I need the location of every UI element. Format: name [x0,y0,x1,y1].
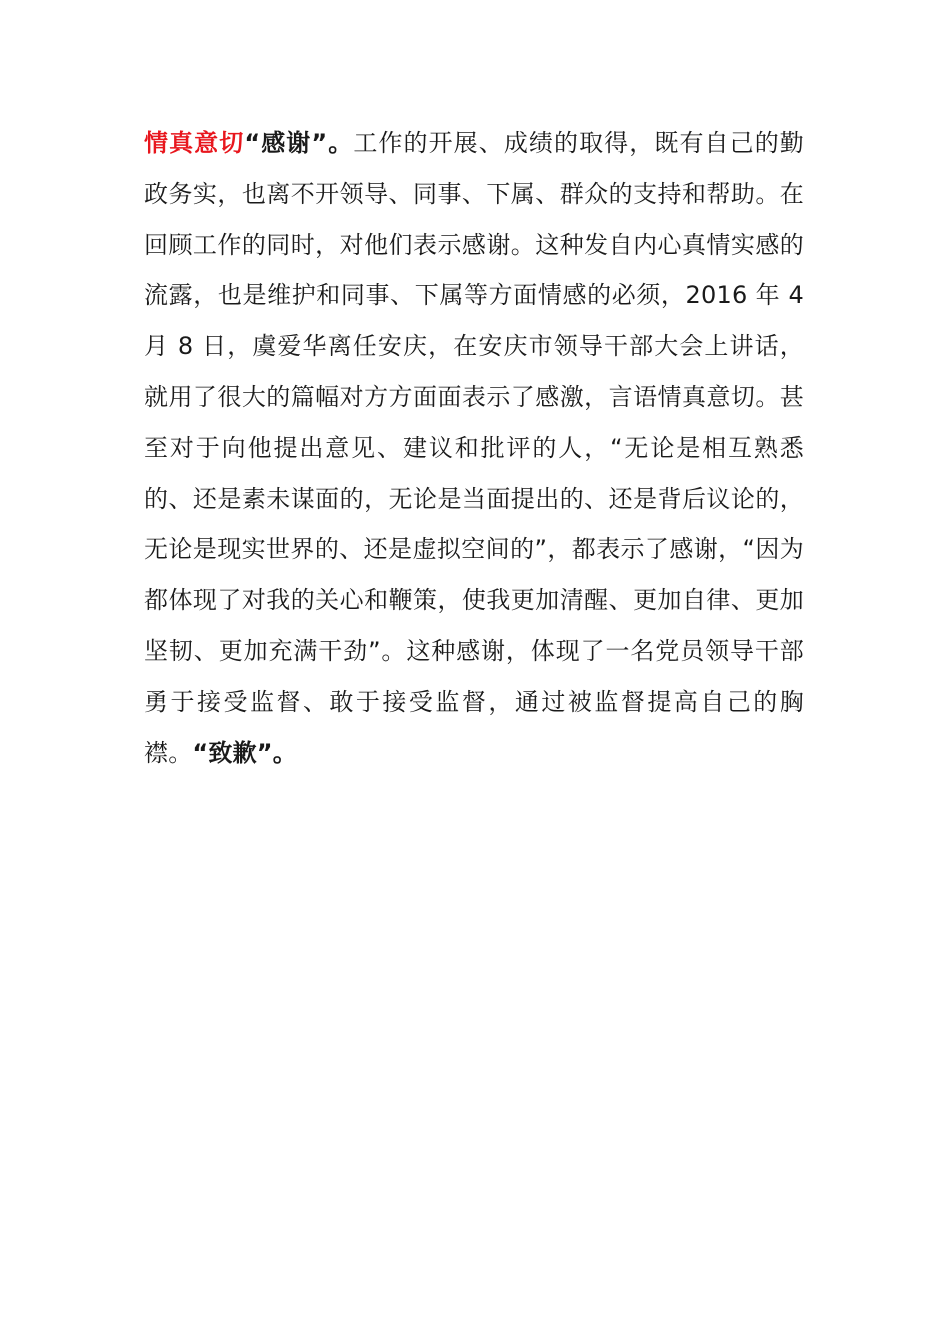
next-heading-quote: “致歉”。 [192,738,297,767]
body-paragraph [144,118,804,778]
section-heading: 情真意切 [144,129,245,157]
heading-quote: “感谢”。 [244,129,354,157]
paragraph-body: 工作的开展、成绩的取得，既有自己的勤政务实，也离不开领导、同事、下属、群众的支持和帮助。在回顾工作的同时，对他们表示感谢。这种发自内心真情实感的流露，也是维护和同事、下属等方面情感的必须，2016 年 4 月 8 日，虞爱华离任安庆，在安庆市领导干部大会上讲话，就用了很大的篇幅对方方面面表示了感激，言语情真意切。甚至对于向他提出意见、建议和批评的人，“无论是相互熟悉的、还是素未谋面的，无论是当面提出的、还是背后议论的，无论是现实世界的、还是虚拟空间的”，都表示了感谢，“因为都体现了对我的关心和鞭策，使我更加清醒、更加自律、更加坚韧、更加充满干劲”。这种感谢，体现了一名党员领导干部勇于接受监督、敢于接受监督，通过被监督提高自己的胸襟。 [144,129,804,767]
